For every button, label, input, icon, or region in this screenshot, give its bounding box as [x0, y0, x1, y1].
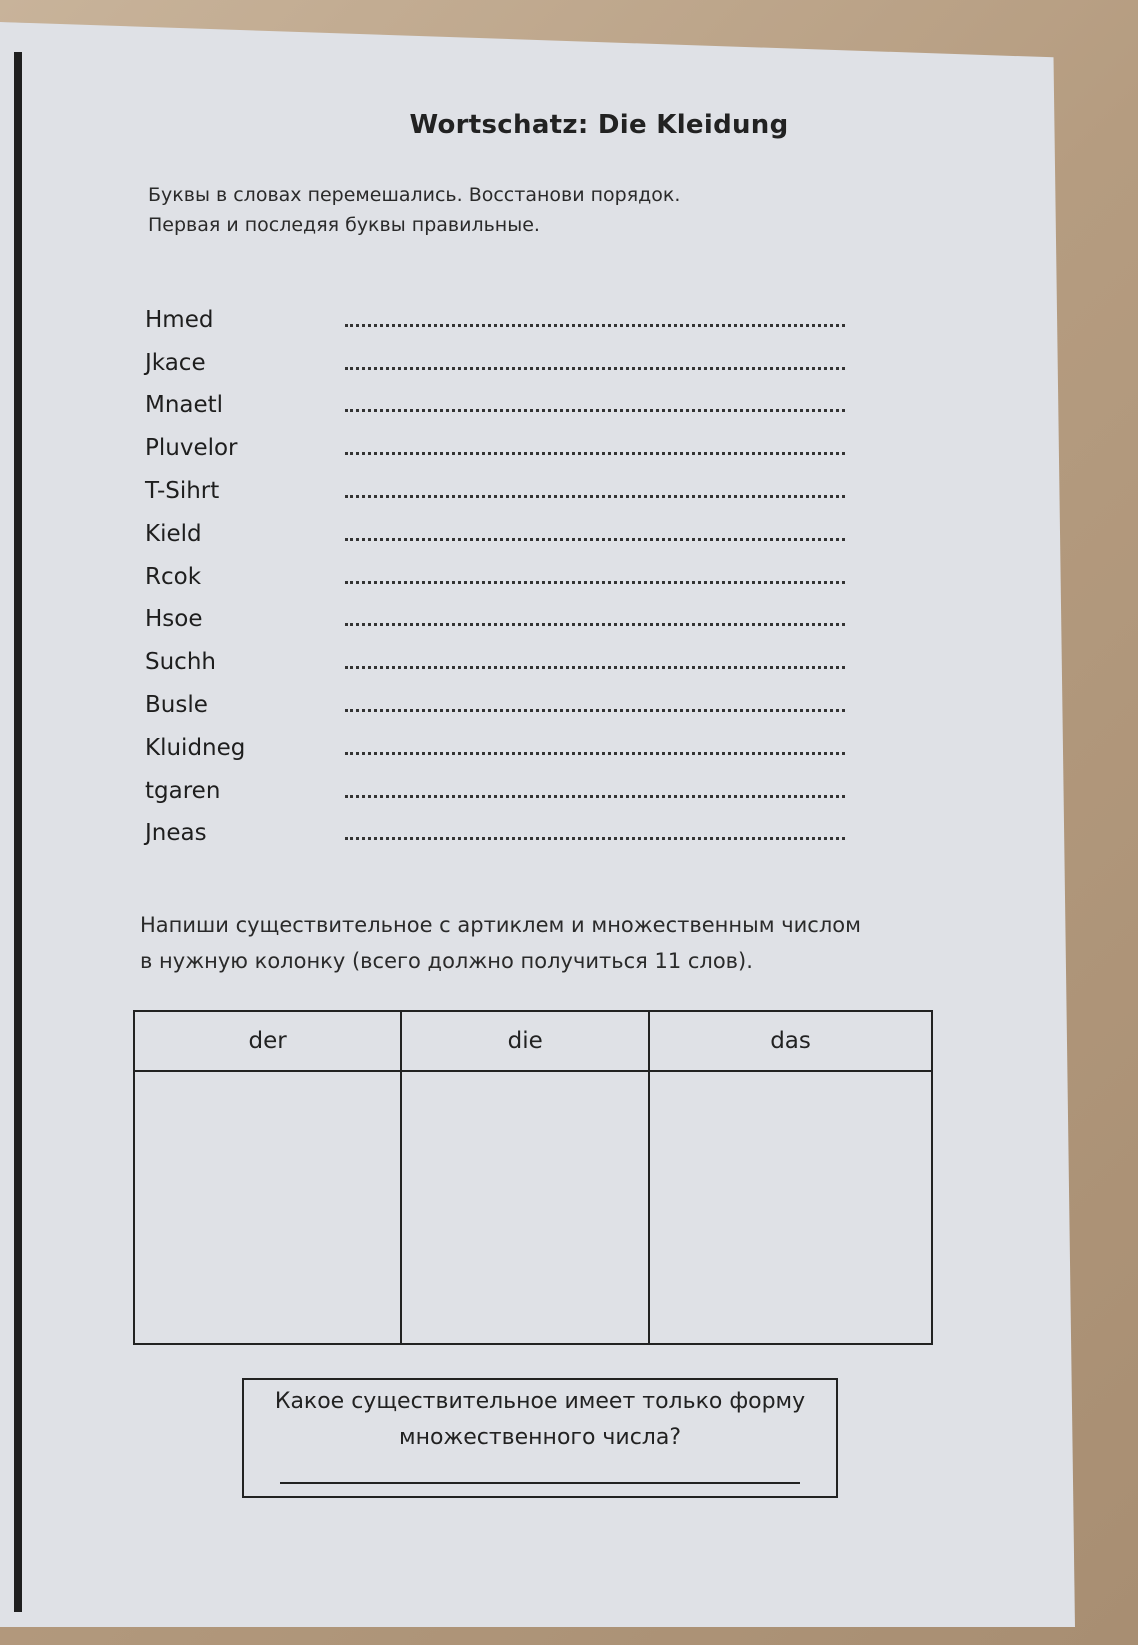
task1-line-1: Буквы в словах перемешались. Восстанови порядок.: [148, 184, 681, 206]
scrambled-word-list: [145, 290, 865, 846]
scrambled-word: tgaren: [145, 777, 221, 804]
article-answer-row: [134, 1071, 932, 1344]
word-row: [145, 761, 865, 804]
scrambled-word: Jneas: [145, 820, 207, 847]
scrambled-word: T-Sihrt: [145, 477, 220, 504]
header-das: das: [649, 1011, 932, 1071]
scrambled-word: Kield: [145, 520, 202, 547]
scrambled-word: Mnaetl: [145, 392, 224, 419]
answer-blank[interactable]: [345, 367, 845, 370]
answer-blank[interactable]: [345, 538, 845, 541]
scrambled-word: Pluvelor: [145, 435, 238, 462]
word-row: [145, 461, 865, 504]
scrambled-word: Busle: [145, 691, 208, 718]
der-column-cell[interactable]: [134, 1071, 401, 1344]
word-row: [145, 290, 865, 333]
answer-blank[interactable]: [345, 324, 845, 327]
article-table: [133, 1010, 933, 1345]
answer-blank[interactable]: [345, 837, 845, 840]
word-row: [145, 804, 865, 847]
word-row: [145, 418, 865, 461]
task1-instructions: [148, 180, 680, 240]
task2-instructions: [140, 907, 920, 979]
plural-only-question-box: [242, 1378, 838, 1498]
das-column-cell[interactable]: [649, 1071, 932, 1344]
word-row: [145, 590, 865, 633]
answer-blank[interactable]: [345, 581, 845, 584]
scrambled-word: Jkace: [145, 349, 206, 376]
question-answer-line[interactable]: [280, 1482, 800, 1484]
word-row: [145, 718, 865, 761]
word-row: [145, 547, 865, 590]
answer-blank[interactable]: [345, 452, 845, 455]
word-row: [145, 504, 865, 547]
scrambled-word: Rcok: [145, 563, 202, 590]
task1-line-2: Первая и последяя буквы правильные.: [148, 214, 540, 236]
scrambled-word: Suchh: [145, 649, 216, 676]
article-header-row: [134, 1011, 932, 1071]
word-row: [145, 376, 865, 419]
answer-blank[interactable]: [345, 495, 845, 498]
die-column-cell[interactable]: [401, 1071, 649, 1344]
word-row: [145, 675, 865, 718]
worksheet-title: Wortschatz: Die Kleidung: [409, 110, 789, 140]
task2-line-2: в нужную колонку (всего должно получиться 11 слов).: [140, 949, 753, 973]
answer-blank[interactable]: [345, 623, 845, 626]
answer-blank[interactable]: [345, 752, 845, 755]
scrambled-word: Hmed: [145, 306, 214, 333]
header-die: die: [401, 1011, 649, 1071]
binding-edge: [14, 52, 22, 1612]
answer-blank[interactable]: [345, 795, 845, 798]
answer-blank[interactable]: [345, 666, 845, 669]
question-line-1: Какое существительное имеет только форму: [274, 1389, 806, 1414]
answer-blank[interactable]: [345, 709, 845, 712]
scrambled-word: Kluidneg: [145, 734, 246, 761]
word-row: [145, 632, 865, 675]
header-der: der: [134, 1011, 401, 1071]
task2-line-1: Напиши существительное с артиклем и множественным числом: [140, 913, 861, 937]
scrambled-word: Hsoe: [145, 606, 203, 633]
word-row: [145, 333, 865, 376]
answer-blank[interactable]: [345, 409, 845, 412]
question-line-2: множественного числа?: [398, 1425, 682, 1450]
